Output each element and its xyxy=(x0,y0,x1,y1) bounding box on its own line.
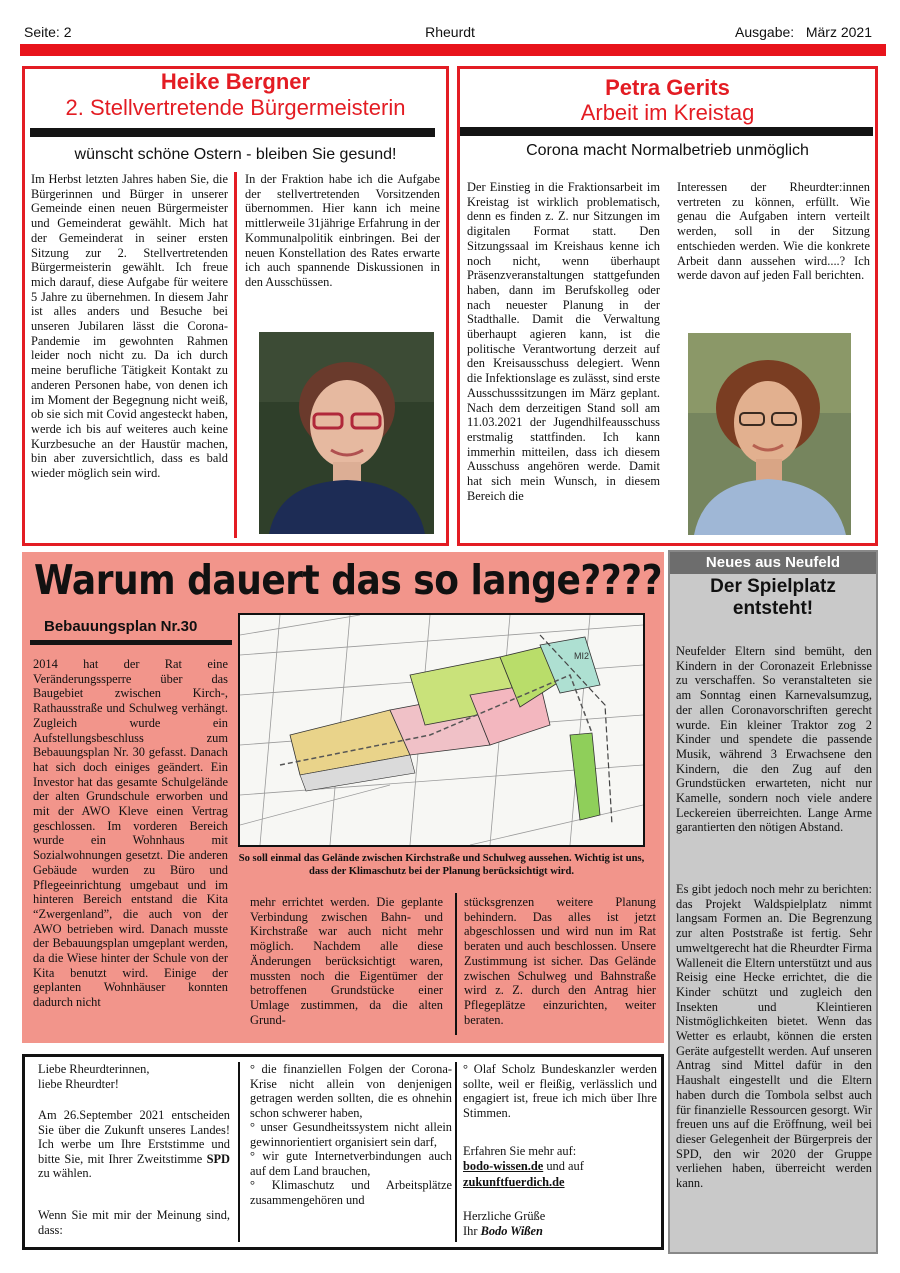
article-subtitle: Bebauungsplan Nr.30 xyxy=(44,618,198,635)
letter-divider-2 xyxy=(455,1062,457,1242)
heike-divider xyxy=(234,172,237,538)
heike-photo xyxy=(259,332,434,534)
header-bar xyxy=(20,44,886,56)
heike-portrait-icon xyxy=(259,332,434,534)
petra-role: Arbeit im Kreistag xyxy=(580,100,755,125)
article-title: Warum dauert das so lange???? xyxy=(34,557,662,605)
petra-photo xyxy=(688,333,851,535)
petra-subtitle: Corona macht Normalbetrieb unmöglich xyxy=(526,142,809,159)
letter-links-line xyxy=(463,1159,657,1174)
petra-bar xyxy=(460,127,873,136)
heike-column-2: In der Fraktion habe ich die Aufgabe der stellvertretenden Vorsitzenden übernommen. Hier kann ich meine mittlerweile 31jährige Erfahrung in der Kommunalpolitik einbringen. Bei der neuen Konstellation des Rates erwarte ich auch spannende Diskussionen in den Ausschüssen. xyxy=(245,172,440,289)
letter-p1-end: zu wählen. xyxy=(38,1166,92,1180)
article-bar xyxy=(30,640,232,645)
heike-bar xyxy=(30,128,435,137)
letter-greeting: Herzliche Grüße xyxy=(463,1209,546,1223)
map-label: MI2 xyxy=(574,651,590,661)
article-column-1: 2014 hat der Rat eine Veränderungssperre über das Baugebiet zwischen Kirch-, Rathausstraße und Schulweg verhängt. Zugleich wurde ein Aufstellungsbeschluss zum Bebauungsplan Nr. 30 gefasst. Danach hat sich doch einiges geändert. Ein Investor hat das gesamte Schulgelände der alten Grundschule erworben und mit der AWO Kleve einen Vertrag geschlossen. Im vorderen Bereich wurde ein Wohnhaus mit Sozialwohnungen gesetzt. Die anderen Gebäude wurden zu Büro und Pflegeeinrichtung umgebaut und im hinteren Bereich entstand die Kita “Zwergenland”, die auch von der AWO betrieben wird. Danach musste der Bebauungsplan umgeplant werden, da die Wiese hinter der Schule von der Kita benutzt wird. Einige der geplanten Wohnhäuser konnten dadurch nicht xyxy=(33,657,228,1010)
link-bodo-wissen[interactable]: bodo-wissen.de xyxy=(463,1159,544,1173)
letter-signature-line xyxy=(463,1224,657,1239)
town-name: Rheurdt xyxy=(425,24,475,40)
heike-subtitle: wünscht schöne Ostern - bleiben Sie gesund! xyxy=(74,146,397,163)
article-column-3: stücksgrenzen weitere Planung behindern. Das alles ist jetzt abgeschlossen und wird nun im Rat beraten und auch beschlossen. Unsere Zustimmung ist sicher. Das Gelände zwischen Schulweg und Bahnstraße wird z. Z. durch den Antrag hier Pflegeplätze einzurichten, weiter beraten. xyxy=(464,895,656,1027)
letter-link-2-line xyxy=(463,1175,657,1190)
link-zukunftfuerdich[interactable]: zukunftfuerdich.de xyxy=(463,1175,565,1189)
letter-ihr: Ihr xyxy=(463,1224,478,1238)
heike-column-1: Im Herbst letzten Jahres haben Sie, die Bürgerinnen und Bürger in unserer Gemeinde einen neuen Bürgermeister und Gemeinderat gewählt. Mich hat der Gemeinderat in seiner ersten Sitzung zur 2. Stellvertretenden Bürgermeisterin gewählt. Ich freue mich darauf, diese Aufgabe für weitere 5 Jahre zu übernehmen. In diesem Jahr ist alles anders und Besuche bei unseren Jubilaren lässt die Corona-Pandemie im gewohnten Rahmen leider noch nicht zu. Da ich durch meine berufliche Tätigkeit Kontakt zu anderen Personen habe, von denen ich im Moment der Begegnung nicht weiß, ob sie sich mit Covid angesteckt haben, werde ich bis auf weiteres auch keine Kurzbesuche an der Haustür machen, bin aber zuversichtlich, dass es bald wieder möglich sein wird. xyxy=(31,172,228,481)
bullet-1: ° die finanziellen Folgen der Corona-Krise nicht allein von denjenigen getragen werden sollten, die es ohnehin schon schwerer haben, xyxy=(250,1062,452,1120)
site-plan-map xyxy=(238,613,645,847)
page-number: Seite: 2 xyxy=(24,24,72,40)
letter-salutation-2: liebe Rheurdter! xyxy=(38,1077,119,1091)
bullet-2: ° unser Gesundheitssystem nicht allein gewinnorientiert organisiert sein darf, xyxy=(250,1120,452,1149)
letter-paragraph-1 xyxy=(38,1108,230,1181)
petra-portrait-icon xyxy=(688,333,851,535)
sidebar-title: Der Spielplatz entsteht! xyxy=(710,576,836,619)
letter-p1-text: Am 26.September 2021 entscheiden Sie über die Zukunft unseres Landes! Ich werbe um Ihre Erststimme und bitte Sie, mit Ihrer Zweitstimme xyxy=(38,1108,230,1166)
bullet-3: ° wir gute Internetverbindungen auch auf dem Land brauchen, xyxy=(250,1149,452,1178)
heike-role: 2. Stellvertretende Bürgermeisterin xyxy=(65,95,406,120)
site-plan-icon xyxy=(240,615,643,845)
letter-bullets xyxy=(250,1062,452,1207)
letter-bullet-5: ° Olaf Scholz Bundeskanzler werden sollte, weil er fleißig, verlässlich und engagiert ist, freue ich mich über Ihre Stimmen. xyxy=(463,1062,657,1120)
sidebar-paragraph-2: Es gibt jedoch noch mehr zu berichten: das Projekt Waldspielplatz nimmt langsam Formen an. Die Begrenzung zur alten Poststraße ist fertig. Sehr umweltgerecht hat die Rheurdter Firma Walleneit die Eltern unterstützt und aus Reisig eine Hecke errichtet, die die Kinder schützt und zugleich den Insekten und Kleintieren Nistmöglichkeiten bietet. Wenn das Wetter es erlaubt, können die ersten Geräte aufgestellt werden. Auf unseren Antrag sind Mittel dafür in den Haushalt eingestellt und die Eltern haben durch die Tombola selbst auch für finanzielle Ressourcen gesorgt. Wir freuen uns auf die Eröffnung, weil bei dieser Gelegenheit der Bürgerpreis der SPD, den wir 2020 der Gruppe verliehen haben, überreicht werden kann. xyxy=(676,882,872,1191)
petra-column-2: Interessen der Rheurdter:innen vertreten zu können, erfüllt. Wie genau die Aufgaben intern verteilt werden, soll in der Sitzung entschieden werden. Wie die konkrete Arbeit dann aussehen wird....? Ich werde davon auf jeden Fall berichten. xyxy=(677,180,870,283)
heike-name: Heike Bergner xyxy=(160,69,311,94)
letter-more: Erfahren Sie mehr auf: xyxy=(463,1144,577,1158)
party-name: SPD xyxy=(206,1151,230,1166)
petra-column-1: Der Einstieg in die Fraktionsarbeit im Kreistag ist wirklich problematisch, denn es finden z. Z. nur Sitzungen im digitalen Format statt. Den Sitzungssaal im Kreishaus kenne ich noch nicht, wenn überhaupt Präsenzveranstaltungen stattgefunden haben, dann im Berufskolleg oder nach neuester Planung in der Stadthalle. Damit die Verwaltung überhaupt agieren kann, ist die politische Verantwortung derzeit auf den Kreisausschuss delegiert. Wenn die Infektionslage es zulässt, sind erste Ausschusssitzungen im März geplant. Nach dem derzeitigen Stand soll am 11.03.2021 der Jugendhilfeausschuss erstmalig stattfinden. Ich kann immerhin mitteilen, dass ich diesem Ausschuss angehören werde. Damit hat sich mein Wunsch, in diesem Bereich die xyxy=(467,180,660,503)
article-column-2: mehr errichtet werden. Die geplante Verbindung zwischen Bahn- und Kirchstraße war auch nicht mehr möglich. Nachdem alle diese Änderungen berücksichtigt waren, mussten noch die Eigentümer der betroffenen Grundstücke einer Umlage zustimmen, da die alten Grund- xyxy=(250,895,443,1027)
sidebar-paragraph-1: Neufelder Eltern sind bemüht, den Kindern in der Coronazeit Erlebnisse zu verschaffen. So veranstalteten sie am Sonntag einen Karnevalsumzug, der allen Coronavorschriften gerecht wurde. Ein kleiner Traktor zog 2 Kinder und spendete die passende Musik, während 3 Erwachsene den Kindern, die den Zug auf den Grundstücken erwarteten, nicht nur Kamelle, sondern noch viele andere Leckereien überreichten. Lange Arme garantierten den nötigen Abstand. xyxy=(676,644,872,835)
sidebar-header: Neues aus Neufeld xyxy=(670,552,876,574)
edition: Ausgabe: März 2021 xyxy=(735,24,872,40)
letter-divider-1 xyxy=(238,1062,240,1242)
letter-salutation-1: Liebe Rheurdterinnen, xyxy=(38,1062,150,1076)
article-divider xyxy=(455,893,457,1035)
map-caption: So soll einmal das Gelände zwischen Kirchstraße und Schulweg aussehen. Wichtig ist uns, dass der Klimaschutz bei der Planung berücksichtigt wird. xyxy=(238,853,645,877)
letter-and: und auf xyxy=(546,1159,584,1173)
letter-paragraph-2: Wenn Sie mit mir der Meinung sind, dass: xyxy=(38,1208,230,1237)
petra-name: Petra Gerits xyxy=(605,75,730,100)
letter-signature: Bodo Wißen xyxy=(480,1224,543,1238)
bullet-4: ° Klimaschutz und Arbeitsplätze zusammengehören und xyxy=(250,1178,452,1207)
